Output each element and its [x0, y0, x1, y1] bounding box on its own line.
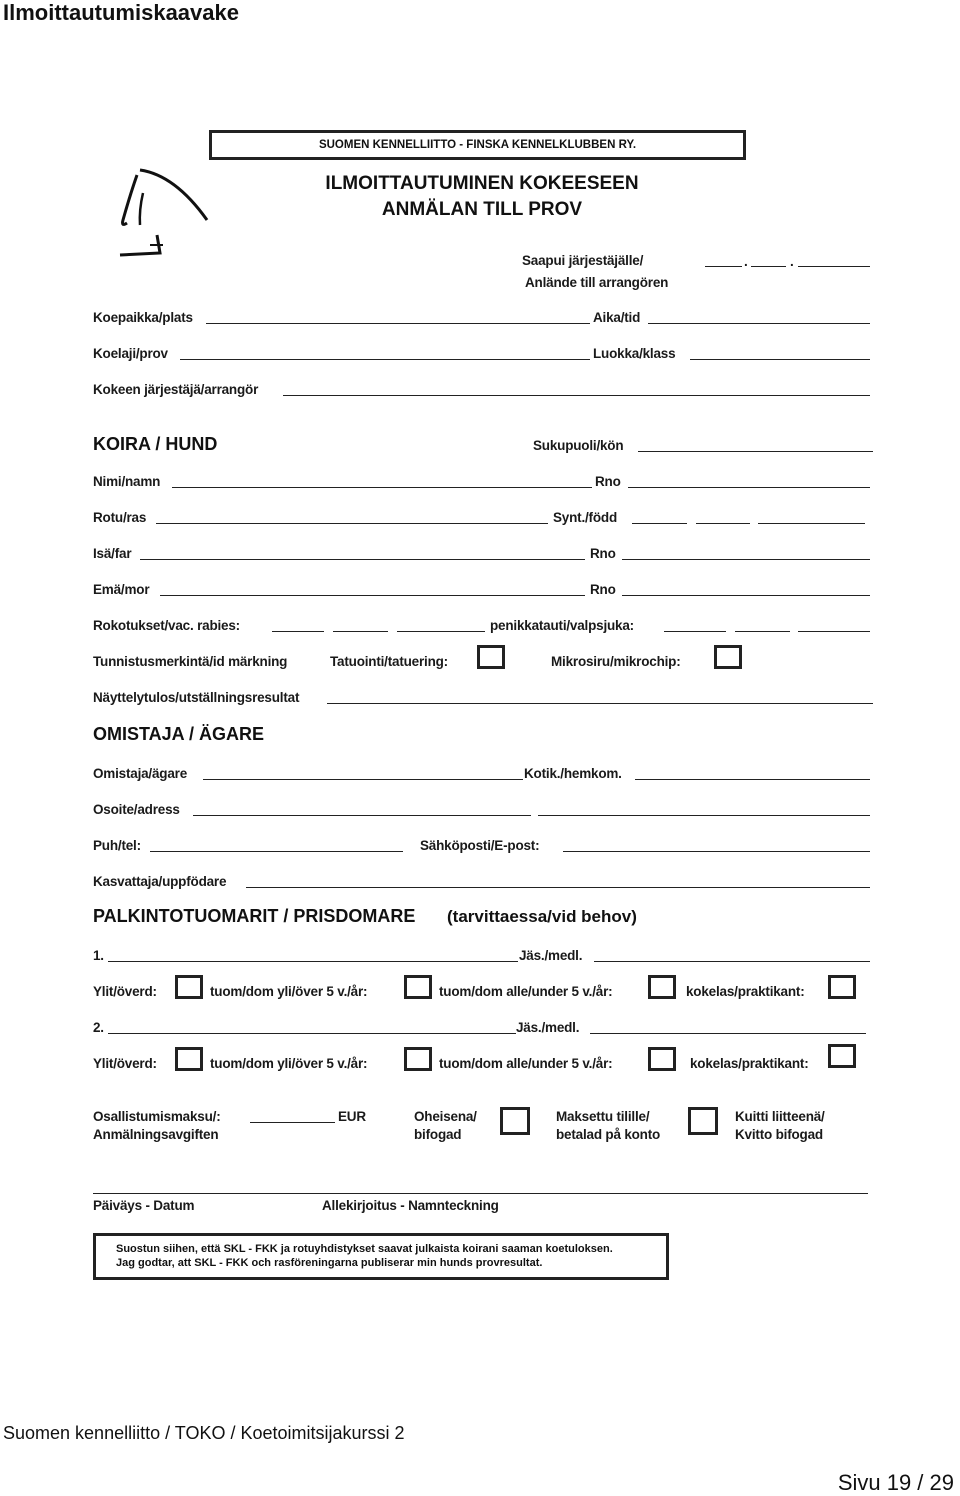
arrived-month-line[interactable] [751, 266, 786, 267]
maksettu-label-1: Maksettu tilille/ [556, 1109, 650, 1124]
puh-label: Puh/tel: [93, 838, 141, 853]
tatuointi-checkbox[interactable] [477, 645, 505, 669]
fee-currency: EUR [338, 1109, 366, 1124]
mikrosiru-checkbox[interactable] [714, 645, 742, 669]
nayttely-field[interactable] [327, 703, 873, 704]
penikkatauti-year-field[interactable] [798, 631, 870, 632]
consent-text-sv: Jag godtar, att SKL - FKK och rasföreningarna publiserar min hunds provresultat. [116, 1257, 543, 1269]
judge1-jas-field[interactable] [594, 961, 870, 962]
judge2-ylit-checkbox[interactable] [175, 1047, 203, 1071]
judge2-name-field[interactable] [108, 1033, 516, 1034]
arrived-year-line[interactable] [798, 266, 870, 267]
rno-field-2[interactable] [622, 559, 870, 560]
rno-field-1[interactable] [628, 487, 870, 488]
osoite-field-2[interactable] [538, 815, 870, 816]
ema-label: Emä/mor [93, 582, 150, 597]
fee-amount-field[interactable] [250, 1122, 335, 1123]
maksettu-label-2: betalad på konto [556, 1127, 661, 1142]
mikrosiru-label: Mikrosiru/mikrochip: [551, 654, 681, 669]
tatuointi-label: Tatuointi/tatuering: [330, 654, 448, 669]
paivays-label: Päiväys - Datum [93, 1198, 195, 1213]
form-title-sv: ANMÄLAN TILL PROV [381, 199, 583, 220]
judge2-number: 2. [93, 1020, 104, 1035]
judge1-jas-label: Jäs./medl. [519, 948, 583, 963]
oheisena-label-2: bifogad [414, 1127, 462, 1142]
fee-label-fi: Osallistumismaksu/: [93, 1109, 221, 1124]
penikkatauti-day-field[interactable] [664, 631, 726, 632]
fee-label-sv: Anmälningsavgiften [93, 1127, 219, 1142]
judge1-ylit-label: Ylit/överd: [93, 984, 157, 999]
arrived-day-line[interactable] [705, 266, 742, 267]
judge2-ylit-label: Ylit/överd: [93, 1056, 157, 1071]
koepaikka-field[interactable] [206, 323, 590, 324]
kuitti-label-2: Kvitto bifogad [735, 1127, 823, 1142]
synt-label: Synt./född [553, 510, 617, 525]
kennel-club-logo [115, 165, 215, 265]
isa-label: Isä/far [93, 546, 132, 561]
koelaji-field[interactable] [180, 359, 590, 360]
jarjestaja-label: Kokeen järjestäjä/arrangör [93, 382, 259, 397]
arrived-label-fi: Saapui järjestäjälle/ [522, 253, 644, 268]
isa-field[interactable] [140, 559, 585, 560]
judge1-alle5-label: tuom/dom alle/under 5 v./år: [439, 984, 613, 999]
omistaja-label: Omistaja/ägare [93, 766, 188, 781]
judge2-kokelas-label: kokelas/praktikant: [690, 1056, 809, 1071]
nimi-field[interactable] [172, 487, 592, 488]
koepaikka-label: Koepaikka/plats [93, 310, 193, 325]
judge1-alle5-checkbox[interactable] [648, 975, 676, 999]
rno-label-2: Rno [590, 546, 616, 561]
synt-day-field[interactable] [632, 523, 687, 524]
synt-year-field[interactable] [758, 523, 865, 524]
nayttely-label: Näyttelytulos/utställningsresultat [93, 690, 300, 705]
signature-line[interactable] [93, 1193, 868, 1194]
rno-label-1: Rno [595, 474, 621, 489]
tunnistus-label: Tunnistusmerkintä/id märkning [93, 654, 288, 669]
rabies-day-field[interactable] [272, 631, 324, 632]
kotik-label: Kotik./hemkom. [524, 766, 622, 781]
aika-label: Aika/tid [593, 310, 641, 325]
aika-field[interactable] [648, 323, 870, 324]
judge1-kokelas-label: kokelas/praktikant: [686, 984, 805, 999]
jarjestaja-field[interactable] [283, 395, 870, 396]
judges-section-heading: PALKINTOTUOMARIT / PRISDOMARE [93, 906, 416, 926]
luokka-label: Luokka/klass [593, 346, 676, 361]
rotu-field[interactable] [156, 523, 548, 524]
org-header: SUOMEN KENNELLIITTO - FINSKA KENNELKLUBBEN RY. [209, 130, 746, 160]
judge1-yli5-label: tuom/dom yli/över 5 v./år: [210, 984, 368, 999]
nimi-label: Nimi/namn [93, 474, 161, 489]
judge1-yli5-checkbox[interactable] [404, 975, 432, 999]
omistaja-field[interactable] [203, 779, 523, 780]
judge1-ylit-checkbox[interactable] [175, 975, 203, 999]
rno-label-3: Rno [590, 582, 616, 597]
penikkatauti-month-field[interactable] [735, 631, 790, 632]
rabies-year-field[interactable] [397, 631, 485, 632]
oheisena-label-1: Oheisena/ [414, 1109, 477, 1124]
sukupuoli-field[interactable] [638, 451, 873, 452]
kuitti-label-1: Kuitti liitteenä/ [735, 1109, 825, 1124]
sukupuoli-label: Sukupuoli/kön [533, 438, 624, 453]
judge1-name-field[interactable] [108, 961, 518, 962]
judge2-kokelas-checkbox[interactable] [828, 1044, 856, 1068]
judge2-yli5-label: tuom/dom yli/över 5 v./år: [210, 1056, 368, 1071]
judge2-yli5-checkbox[interactable] [404, 1047, 432, 1071]
rotu-label: Rotu/ras [93, 510, 147, 525]
consent-text-fi: Suostun siihen, että SKL - FKK ja rotuyhdistykset saavat julkaista koirani saaman koetuloksen. [116, 1243, 613, 1255]
osoite-label: Osoite/adress [93, 802, 180, 817]
maksettu-checkbox[interactable] [688, 1107, 718, 1135]
synt-month-field[interactable] [696, 523, 750, 524]
rno-field-3[interactable] [622, 595, 870, 596]
kotik-field[interactable] [635, 779, 870, 780]
puh-field[interactable] [150, 851, 403, 852]
consent-box [93, 1233, 669, 1280]
sahkoposti-label: Sähköposti/E-post: [420, 838, 540, 853]
form-title-fi: ILMOITTAUTUMINEN KOKEESEEN [325, 173, 639, 194]
owner-section-heading: OMISTAJA / ÄGARE [93, 724, 265, 744]
judge1-kokelas-checkbox[interactable] [828, 975, 856, 999]
oheisena-checkbox[interactable] [500, 1107, 530, 1135]
rabies-month-field[interactable] [333, 631, 388, 632]
koelaji-label: Koelaji/prov [93, 346, 168, 361]
sahkoposti-field[interactable] [563, 851, 870, 852]
judge2-jas-label: Jäs./medl. [516, 1020, 580, 1035]
arrived-sep: . [744, 254, 748, 269]
kasvattaja-field[interactable] [246, 887, 870, 888]
page-title: Ilmoittautumiskaavake [3, 0, 239, 25]
arrived-sep-2: . [790, 254, 794, 269]
luokka-field[interactable] [690, 359, 870, 360]
footer-text: Suomen kennelliitto / TOKO / Koetoimitsijakurssi 2 [3, 1423, 405, 1443]
rokotukset-label: Rokotukset/vac. rabies: [93, 618, 240, 633]
ema-field[interactable] [160, 595, 585, 596]
kasvattaja-label: Kasvattaja/uppfödare [93, 874, 227, 889]
judge1-number: 1. [93, 948, 104, 963]
allekirjoitus-label: Allekirjoitus - Namnteckning [322, 1198, 499, 1213]
page-number: Sivu 19 / 29 [837, 1470, 954, 1495]
judge2-alle5-checkbox[interactable] [648, 1047, 676, 1071]
judges-note: (tarvittaessa/vid behov) [447, 907, 637, 926]
penikkatauti-label: penikkatauti/valpsjuka: [490, 618, 634, 633]
judge2-jas-field[interactable] [590, 1033, 866, 1034]
judge2-alle5-label: tuom/dom alle/under 5 v./år: [439, 1056, 613, 1071]
dog-section-heading: KOIRA / HUND [93, 434, 218, 454]
arrived-label-sv: Anlände till arrangören [525, 275, 669, 290]
osoite-field[interactable] [193, 815, 531, 816]
